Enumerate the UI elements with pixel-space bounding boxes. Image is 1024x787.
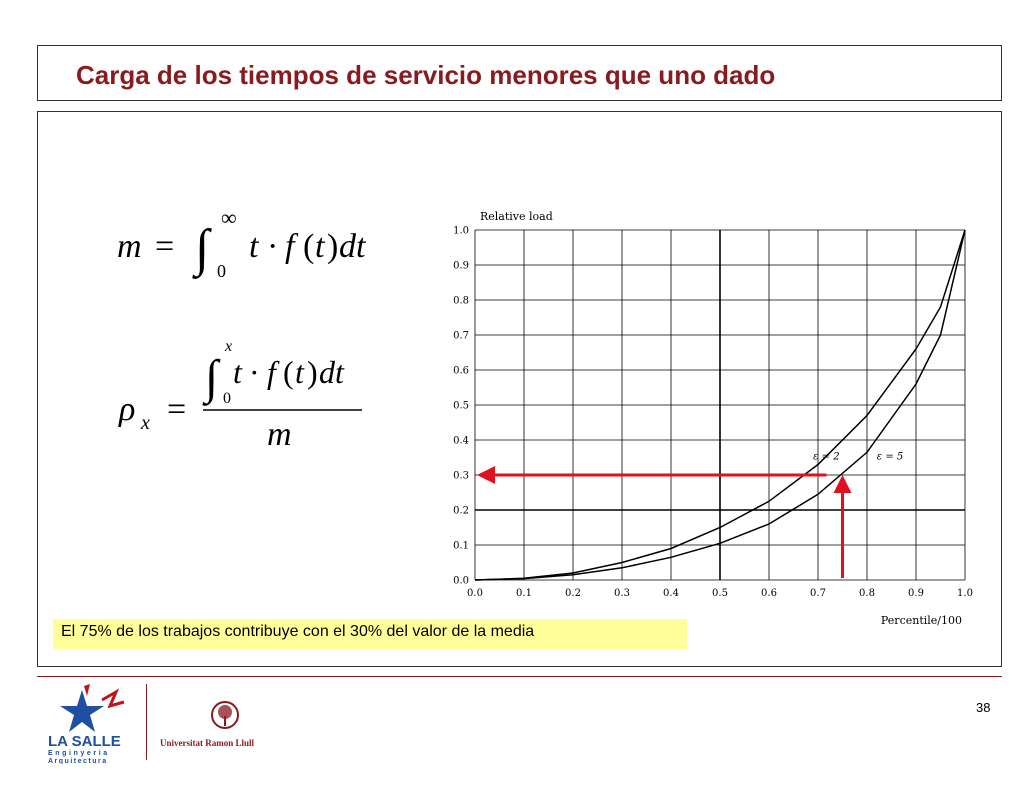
footer-rule xyxy=(37,676,1002,677)
svg-text:m: m xyxy=(117,228,142,265)
svg-text:(: ( xyxy=(303,228,315,265)
svg-text:): ) xyxy=(327,228,339,265)
svg-text:): ) xyxy=(307,354,318,390)
x-tick-label: 0.7 xyxy=(810,588,826,599)
slide-title: Carga de los tiempos de servicio menores que uno dado xyxy=(76,60,776,90)
x-tick-label: 0.0 xyxy=(467,588,483,599)
x-tick-label: 0.4 xyxy=(663,588,679,599)
arrow-up-icon xyxy=(834,475,852,493)
formula-relative-load xyxy=(117,335,377,455)
x-tick-label: 0.9 xyxy=(908,588,924,599)
x-tick-label: 1.0 xyxy=(957,588,973,599)
svg-text:m: m xyxy=(267,416,292,453)
svg-text:∫: ∫ xyxy=(195,220,210,277)
svg-text:x: x xyxy=(225,338,233,355)
tree-icon xyxy=(212,702,238,728)
x-tick-label: 0.5 xyxy=(712,588,728,599)
y-tick-label: 0.2 xyxy=(453,505,469,517)
y-tick-label: 0.8 xyxy=(453,295,469,307)
svg-text:=: = xyxy=(167,391,187,428)
x-tick-label: 0.1 xyxy=(516,588,532,599)
svg-text:x: x xyxy=(141,412,150,434)
svg-text:0: 0 xyxy=(217,261,226,281)
svg-text:·: · xyxy=(249,354,260,390)
y-tick-label: 0.0 xyxy=(453,575,469,587)
page-number: 38 xyxy=(976,700,991,715)
y-tick-label: 1.0 xyxy=(453,225,469,237)
svg-text:∞: ∞ xyxy=(221,205,237,230)
star-icon xyxy=(60,690,104,732)
y-tick-label: 0.4 xyxy=(453,435,469,447)
formula-mean xyxy=(117,205,397,285)
x-tick-label: 0.3 xyxy=(614,588,630,599)
svg-text:Arquitectura: Arquitectura xyxy=(48,758,108,764)
svg-text:t: t xyxy=(233,354,242,390)
svg-text:dt: dt xyxy=(319,354,344,390)
series-label: ε = 5 xyxy=(876,451,904,463)
svg-text:(: ( xyxy=(283,354,294,390)
y-tick-label: 0.5 xyxy=(453,400,469,412)
chart-annotation xyxy=(477,466,852,578)
svg-text:Enginyeria: Enginyeria xyxy=(48,750,110,757)
arrow-left-icon xyxy=(477,466,495,484)
x-tick-label: 0.2 xyxy=(565,588,581,599)
svg-text:f: f xyxy=(285,228,295,265)
y-axis-label: Relative load xyxy=(480,210,553,223)
y-tick-label: 0.1 xyxy=(453,540,469,552)
svg-text:=: = xyxy=(155,228,175,265)
svg-text:Universitat Ramon Llull: Universitat Ramon Llull xyxy=(160,738,255,748)
y-tick-label: 0.6 xyxy=(453,365,469,377)
y-tick-label: 0.9 xyxy=(453,260,469,272)
svg-text:t: t xyxy=(295,354,304,390)
svg-text:0: 0 xyxy=(223,390,231,407)
svg-text:·: · xyxy=(267,228,279,265)
svg-text:dt: dt xyxy=(339,228,366,265)
la-salle-logo xyxy=(44,682,139,764)
svg-text:f: f xyxy=(267,354,276,390)
relative-load-chart xyxy=(405,200,985,640)
x-axis-label: Percentile/100 xyxy=(880,614,962,627)
url-logo xyxy=(160,698,310,758)
highlight-note: El 75% de los trabajos contribuye con el 30% del valor de la media xyxy=(53,619,687,649)
x-tick-label: 0.6 xyxy=(761,588,777,599)
y-tick-label: 0.3 xyxy=(453,470,469,482)
y-tick-label: 0.7 xyxy=(453,330,469,342)
svg-text:ρ: ρ xyxy=(119,391,136,428)
svg-text:∫: ∫ xyxy=(205,351,219,404)
x-tick-label: 0.8 xyxy=(859,588,875,599)
svg-text:t: t xyxy=(249,228,259,265)
logo-separator xyxy=(146,684,147,760)
svg-text:t: t xyxy=(315,228,325,265)
series-label: ε = 2 xyxy=(813,451,840,463)
svg-text:LA SALLE: LA SALLE xyxy=(48,733,121,750)
